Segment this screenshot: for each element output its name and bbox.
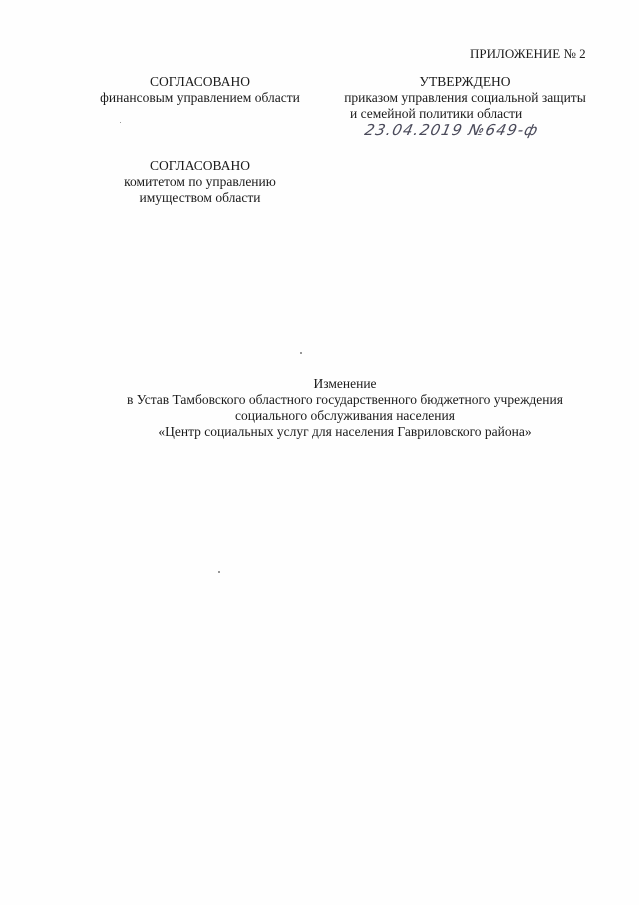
approved-text-line2: и семейной политики области [350,106,523,121]
agreed-property-text-line2: имуществом области [139,190,261,205]
agreed-finance-text: финансовым управлением области [100,90,300,105]
document-title-block [60,376,630,440]
approved-heading: УТВЕРЖДЕНО [419,74,511,89]
approved-text-line1: приказом управления социальной защиты [344,90,586,105]
appendix-label: ПРИЛОЖЕНИЕ № 2 [470,46,586,61]
document-subtitle-line1: в Устав Тамбовского областного государственного бюджетного учреждения [127,392,563,407]
agreed-property-text-line1: комитетом по управлению [124,174,276,189]
handwritten-order-number: 23.04.2019 №649-ф [363,121,541,139]
agreed-property-heading: СОГЛАСОВАНО [150,158,250,173]
agreed-finance-heading: СОГЛАСОВАНО [150,74,250,89]
scan-speck [120,122,121,123]
scan-speck [300,352,302,354]
scan-speck [218,571,220,573]
document-subtitle-line2: социального обслуживания населения [235,408,455,423]
agreed-property-block [90,158,310,206]
approved-block [330,74,600,122]
document-subtitle-line3: «Центр социальных услуг для населения Гавриловского района» [158,424,532,439]
agreed-finance-block [80,74,320,106]
document-title: Изменение [313,376,377,391]
